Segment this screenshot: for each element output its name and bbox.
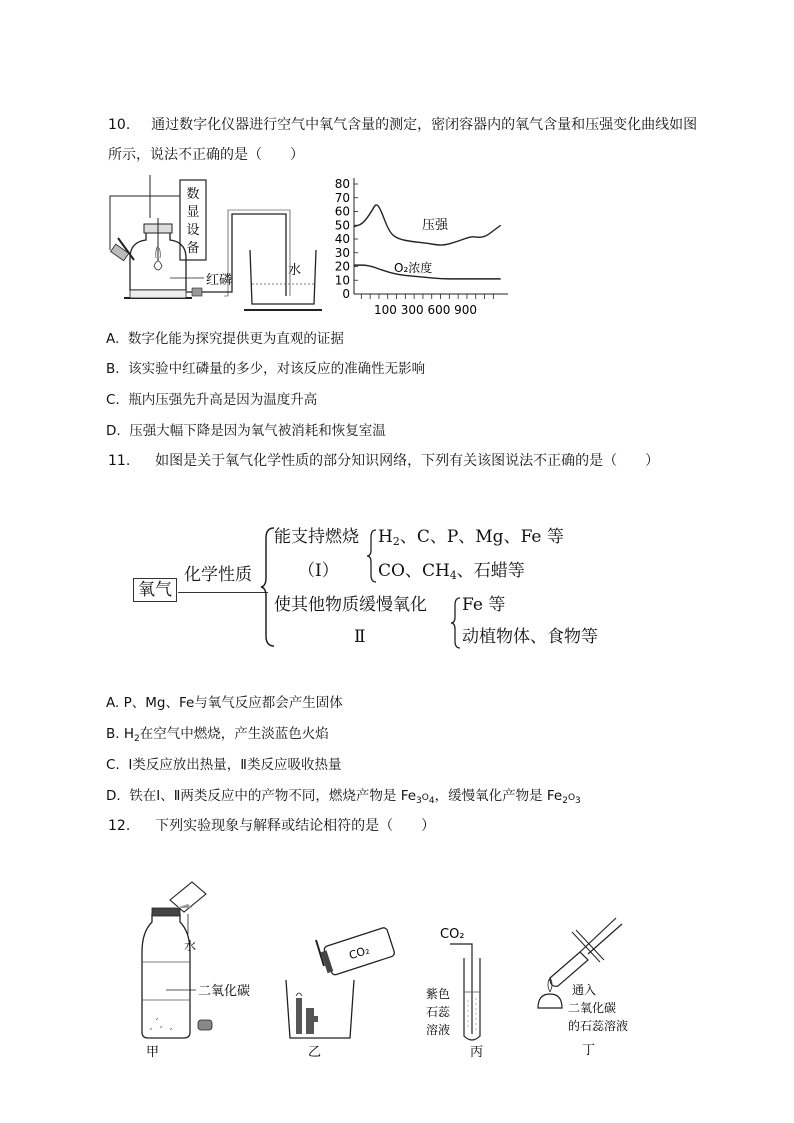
network-chem-property: 化学性质 bbox=[184, 565, 252, 585]
network-combustion-examples-2: CO、$CH_4$、石蜡等 bbox=[378, 561, 525, 582]
fig-ding-heated-tube bbox=[520, 912, 670, 1062]
option-text: $H_2$在空气中燃烧，产生淡蓝色火焰 bbox=[123, 726, 329, 744]
y-tick-label: 50 bbox=[334, 218, 350, 233]
fig-yi-beaker-candles bbox=[280, 920, 410, 1060]
jia-water-label: 水 bbox=[184, 939, 197, 953]
q10-apparatus-figure bbox=[100, 170, 325, 320]
y-tick-label: 60 bbox=[334, 204, 350, 219]
option-text: 数字化能为探究提供更为直观的证据 bbox=[127, 331, 344, 347]
network-brace-2 bbox=[450, 596, 462, 650]
q12-stem: 下列实验现象与解释或结论相符的是（ ） bbox=[155, 818, 436, 834]
option-text: 铁在Ⅰ、Ⅱ两类反应中的产物不同，燃烧产物是 $Fe_3O_4$，缓慢氧化产物是 $Fe_2O_3$ bbox=[129, 788, 581, 806]
q10-option-a[interactable] bbox=[106, 330, 344, 348]
device-label-char: 显 bbox=[186, 205, 200, 220]
y-tick-label: 20 bbox=[334, 259, 350, 274]
option-letter: A. bbox=[106, 331, 120, 347]
series-label-o2: O₂浓度 bbox=[394, 261, 433, 275]
bing-litmus-line: 石蕊 bbox=[426, 1005, 451, 1019]
ding-note-line: 二氧化碳 bbox=[568, 1001, 617, 1015]
q10-stem: 通过数字化仪器进行空气中氧气含量的测定，密闭容器内的氧气含量和压强变化曲线如图 bbox=[151, 117, 698, 133]
yi-co2-label: CO₂ bbox=[347, 943, 372, 963]
device-label-char: 数 bbox=[186, 187, 200, 202]
y-tick-label: 0 bbox=[342, 287, 350, 301]
option-letter: B. bbox=[106, 361, 120, 377]
q12-text bbox=[108, 817, 435, 835]
option-text: 瓶内压强先升高是因为温度升高 bbox=[128, 392, 318, 408]
jia-label: 甲 bbox=[146, 1045, 160, 1060]
network-root-oxygen: 氧气 bbox=[133, 578, 177, 602]
option-letter: C. bbox=[106, 392, 120, 408]
yi-label: 乙 bbox=[308, 1045, 322, 1060]
fig-bing-test-tube bbox=[420, 918, 500, 1060]
q10-text-line2: 所示，说法不正确的是（ ） bbox=[108, 147, 304, 163]
red-phosphorus-label: 红磷 bbox=[206, 273, 233, 288]
q10-text-line1 bbox=[108, 116, 697, 134]
ding-note-line: 的石蕊溶液 bbox=[568, 1019, 629, 1033]
q12-number: 12. bbox=[108, 818, 131, 834]
bing-co2-label: CO₂ bbox=[440, 927, 465, 942]
bing-litmus-line: 溶液 bbox=[426, 1023, 451, 1037]
q10-line-chart bbox=[330, 172, 520, 322]
q10-option-d[interactable] bbox=[106, 422, 386, 440]
network-slow-oxidation-examples-2: 动植物体、食物等 bbox=[462, 627, 598, 647]
network-branch1-id: （Ⅰ） bbox=[298, 561, 339, 581]
ding-label: 丁 bbox=[582, 1043, 596, 1058]
bing-litmus-line: 紫色 bbox=[426, 987, 451, 1001]
option-text: P、Mg、Fe与氧气反应都会产生固体 bbox=[123, 695, 343, 711]
series-label-pressure: 压强 bbox=[422, 218, 449, 233]
q10-option-b[interactable] bbox=[106, 360, 425, 378]
network-branch2-id: Ⅱ bbox=[354, 627, 366, 647]
option-text: 压强大幅下降是因为氧气被消耗和恢复室温 bbox=[129, 423, 386, 439]
q11-option-c[interactable] bbox=[106, 756, 341, 774]
q11-stem: 如图是关于氧气化学性质的部分知识网络，下列有关该图说法不正确的是（ ） bbox=[155, 453, 660, 469]
option-letter: B. bbox=[106, 726, 120, 742]
q11-option-a[interactable] bbox=[106, 694, 343, 712]
option-text: 该实验中红磷量的多少，对该反应的准确性无影响 bbox=[128, 361, 426, 377]
network-brace-1 bbox=[366, 528, 378, 584]
q11-option-b[interactable] bbox=[106, 725, 329, 748]
ding-note-line: 通入 bbox=[572, 983, 597, 997]
chart-y-ticks bbox=[335, 177, 358, 301]
y-tick-label: 30 bbox=[334, 245, 350, 260]
network-combustion-examples-1: $H_2$、C、P、Mg、Fe 等 bbox=[378, 527, 564, 548]
q11-option-d[interactable] bbox=[106, 787, 581, 810]
chart-x-ticks bbox=[361, 294, 493, 299]
q11-text bbox=[108, 452, 659, 470]
y-tick-label: 40 bbox=[334, 232, 350, 246]
y-tick-label: 70 bbox=[334, 190, 350, 205]
fig-jia-bottle bbox=[130, 880, 270, 1060]
option-letter: D. bbox=[106, 423, 121, 439]
option-letter: C. bbox=[106, 757, 120, 773]
network-underline bbox=[178, 592, 268, 593]
network-branch-slow-oxidation: 使其他物质缓慢氧化 bbox=[274, 595, 427, 615]
jia-co2-label: 二氧化碳 bbox=[198, 984, 251, 999]
y-tick-label: 10 bbox=[334, 273, 350, 288]
q11-number: 11. bbox=[108, 453, 131, 469]
option-text: Ⅰ类反应放出热量，Ⅱ类反应吸收热量 bbox=[128, 757, 342, 773]
option-letter: D. bbox=[106, 788, 121, 804]
network-branch-combustion: 能支持燃烧 bbox=[274, 527, 359, 547]
q10-option-c[interactable] bbox=[106, 391, 317, 409]
network-slow-oxidation-examples-1: Fe 等 bbox=[462, 595, 506, 615]
option-letter: A. bbox=[106, 695, 120, 711]
chart-x-tick-labels: 100 300 600 900 bbox=[374, 303, 478, 317]
device-label-char: 设 bbox=[186, 223, 200, 238]
oxygen-knowledge-network bbox=[130, 522, 620, 652]
q10-number: 10. bbox=[108, 117, 131, 133]
water-label: 水 bbox=[288, 263, 302, 278]
y-tick-label: 80 bbox=[334, 177, 350, 191]
device-label-char: 备 bbox=[186, 241, 200, 256]
bing-label: 丙 bbox=[470, 1045, 484, 1060]
